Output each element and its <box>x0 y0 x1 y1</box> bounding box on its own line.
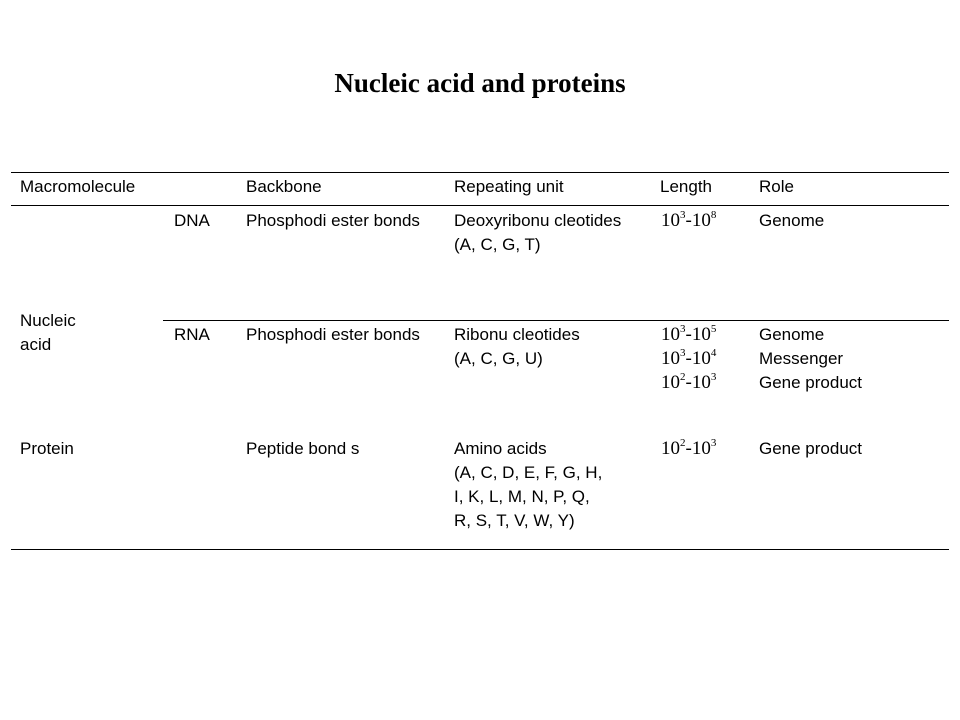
header-length: Length <box>660 177 712 196</box>
rna-role-1: Genome <box>759 325 825 344</box>
dna-rna-divider <box>163 320 949 321</box>
protein-repeating-unit-line2: (A, C, D, E, F, G, H, <box>454 463 603 482</box>
protein-repeating-unit-line4: R, S, T, V, W, Y) <box>454 511 575 530</box>
dna-length: $10^3-10^8$ <box>661 208 717 231</box>
dna-backbone: Phosphodi ester bonds <box>246 211 420 230</box>
dna-subtype: DNA <box>174 211 210 230</box>
dna-repeating-unit-line1: Deoxyribonu cleotides <box>454 211 622 230</box>
header-role: Role <box>759 177 794 196</box>
header-backbone: Backbone <box>246 177 322 196</box>
header-bottom-rule <box>11 205 949 206</box>
nucleic-acid-label <box>20 309 76 357</box>
rna-repeating-unit-line1: Ribonu cleotides <box>454 325 580 344</box>
rna-length-3: $10^2-10^3$ <box>661 370 717 393</box>
rna-role-2: Messenger <box>759 349 844 368</box>
rna-role-3: Gene product <box>759 373 863 392</box>
nucleic-acid-label-line1: Nucleic <box>20 311 76 330</box>
rna-length-2: $10^3-10^4$ <box>661 346 717 369</box>
dna-repeating-unit <box>454 209 621 257</box>
header-macromolecule: Macromolecule <box>20 177 136 196</box>
protein-role: Gene product <box>759 439 863 458</box>
protein-repeating-unit-line3: I, K, L, M, N, P, Q, <box>454 487 590 506</box>
dna-role: Genome <box>759 211 825 230</box>
nucleic-acid-label-line2: acid <box>20 335 52 354</box>
rna-backbone: Phosphodi ester bonds <box>246 325 420 344</box>
protein-repeating-unit-line1: Amino acids <box>454 439 547 458</box>
protein-length: $10^2-10^3$ <box>661 436 717 459</box>
protein-repeating-unit <box>454 437 602 533</box>
rna-length-1: $10^3-10^5$ <box>661 322 717 345</box>
table-top-rule <box>11 172 949 173</box>
protein-label: Protein <box>20 439 74 458</box>
protein-backbone: Peptide bond s <box>246 439 360 458</box>
page-title: Nucleic acid and proteins <box>334 68 626 98</box>
header-repeating-unit: Repeating unit <box>454 177 564 196</box>
rna-repeating-unit-line2: (A, C, G, U) <box>454 349 543 368</box>
dna-repeating-unit-line2: (A, C, G, T) <box>454 235 541 254</box>
table-bottom-rule <box>11 549 949 550</box>
rna-repeating-unit <box>454 323 580 371</box>
rna-subtype: RNA <box>174 325 210 344</box>
